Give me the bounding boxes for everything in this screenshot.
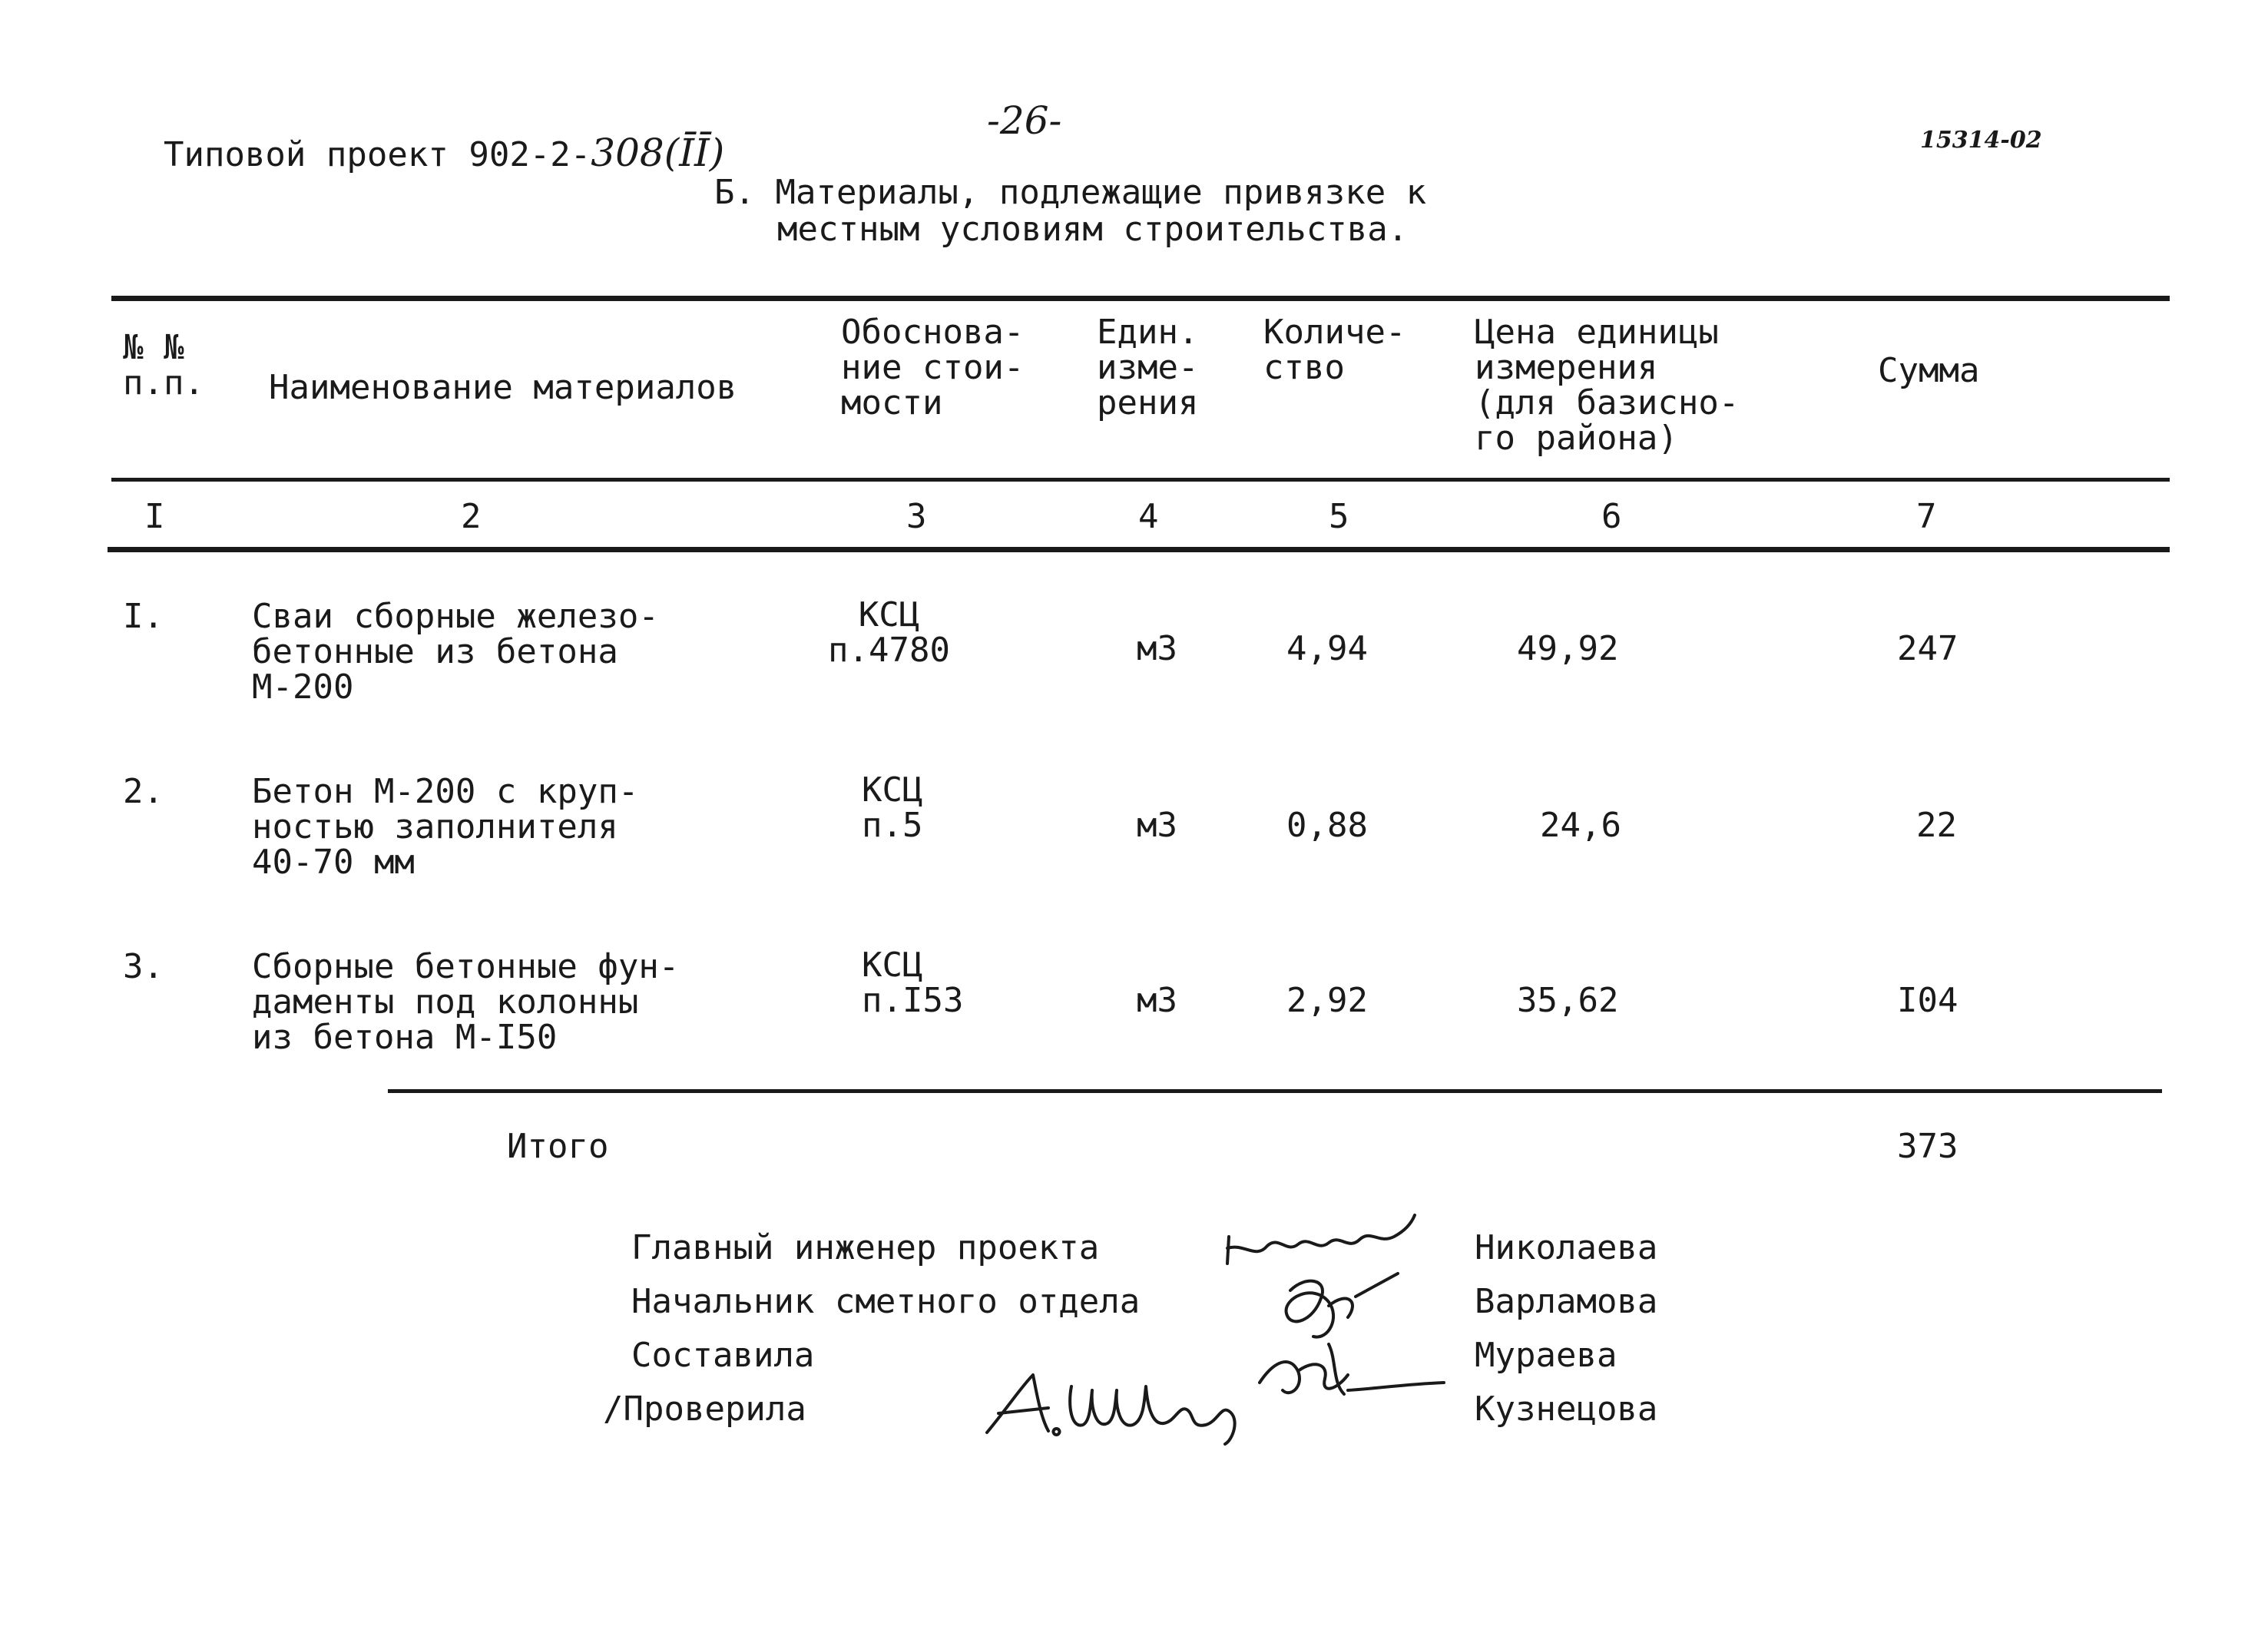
col-header-number: № № п.п. <box>123 328 204 402</box>
row-basis: КСЦ п.I53 <box>862 946 964 1020</box>
row-price: 24,6 <box>1540 806 1621 845</box>
total-value: 373 <box>1897 1127 1958 1166</box>
col-header-sum: Сумма <box>1878 351 1980 390</box>
header-rule <box>111 478 2170 482</box>
col-header-name: Наименование материалов <box>269 368 737 407</box>
col-number-2: 2 <box>461 497 482 536</box>
row-unit: м3 <box>1137 629 1177 668</box>
signature-role: Главный инженер проекта <box>631 1228 1100 1267</box>
col-number-7: 7 <box>1916 497 1937 536</box>
project-label: Типовой проект 902-2-308(ĪĪ) <box>163 131 725 175</box>
project-number-handwritten: 308(ĪĪ) <box>591 131 725 175</box>
row-price: 49,92 <box>1517 629 1619 668</box>
row-basis: КСЦ п.5 <box>862 770 923 845</box>
col-number-3: 3 <box>906 497 927 536</box>
row-sum: 247 <box>1897 629 1958 668</box>
row-quantity: 2,92 <box>1286 981 1368 1020</box>
col-header-unit-price: Цена единицы измерения (для базисно- го района) <box>1475 313 1740 458</box>
row-number: 3. <box>123 947 164 986</box>
total-rule <box>388 1089 2162 1093</box>
table-top-rule <box>111 296 2170 301</box>
row-quantity: 0,88 <box>1286 806 1368 845</box>
col-header-quantity: Количе- ство <box>1263 313 1406 387</box>
page-number: -26- <box>987 98 1062 143</box>
row-sum: 22 <box>1916 806 1957 845</box>
handwritten-signature-icon <box>975 1363 1267 1448</box>
row-name: Сборные бетонные фун- даменты под колонны из бетона М-I50 <box>252 947 680 1057</box>
total-label: Итого <box>507 1127 609 1166</box>
row-unit: м3 <box>1137 981 1177 1020</box>
col-number-5: 5 <box>1329 497 1349 536</box>
section-title-line1: Б. Материалы, подлежащие привязке к <box>714 173 1427 212</box>
row-name: Бетон М-200 с круп- ностью заполнителя 40-70 мм <box>252 772 639 882</box>
row-number: I. <box>123 597 164 636</box>
col-number-4: 4 <box>1138 497 1159 536</box>
numbers-rule <box>108 547 2170 552</box>
signature-name: Варламова <box>1475 1282 1658 1321</box>
signature-role: /Проверила <box>603 1390 806 1429</box>
row-quantity: 4,94 <box>1286 629 1368 668</box>
signature-name: Николаева <box>1475 1228 1658 1267</box>
signature-role: Начальник сметного отдела <box>631 1282 1141 1321</box>
stamp-code: 15314-02 <box>1920 127 2042 154</box>
col-header-unit: Един. изме- рения <box>1097 313 1199 422</box>
row-basis: КСЦ п.4780 <box>828 595 950 670</box>
row-price: 35,62 <box>1517 981 1619 1020</box>
col-header-basis: Обоснова- ние стои- мости <box>841 313 1025 422</box>
signature-name: Мураева <box>1475 1336 1617 1375</box>
row-unit: м3 <box>1137 806 1177 845</box>
col-number-6: 6 <box>1601 497 1622 536</box>
row-sum: I04 <box>1897 981 1958 1020</box>
section-title-line2: местным условиям строительства. <box>777 210 1409 249</box>
row-number: 2. <box>123 772 164 811</box>
row-name: Сваи сборные железо- бетонные из бетона М-200 <box>252 597 659 707</box>
signature-role: Составила <box>631 1336 815 1375</box>
signature-name: Кузнецова <box>1475 1390 1658 1429</box>
col-number-1: I <box>144 497 165 536</box>
